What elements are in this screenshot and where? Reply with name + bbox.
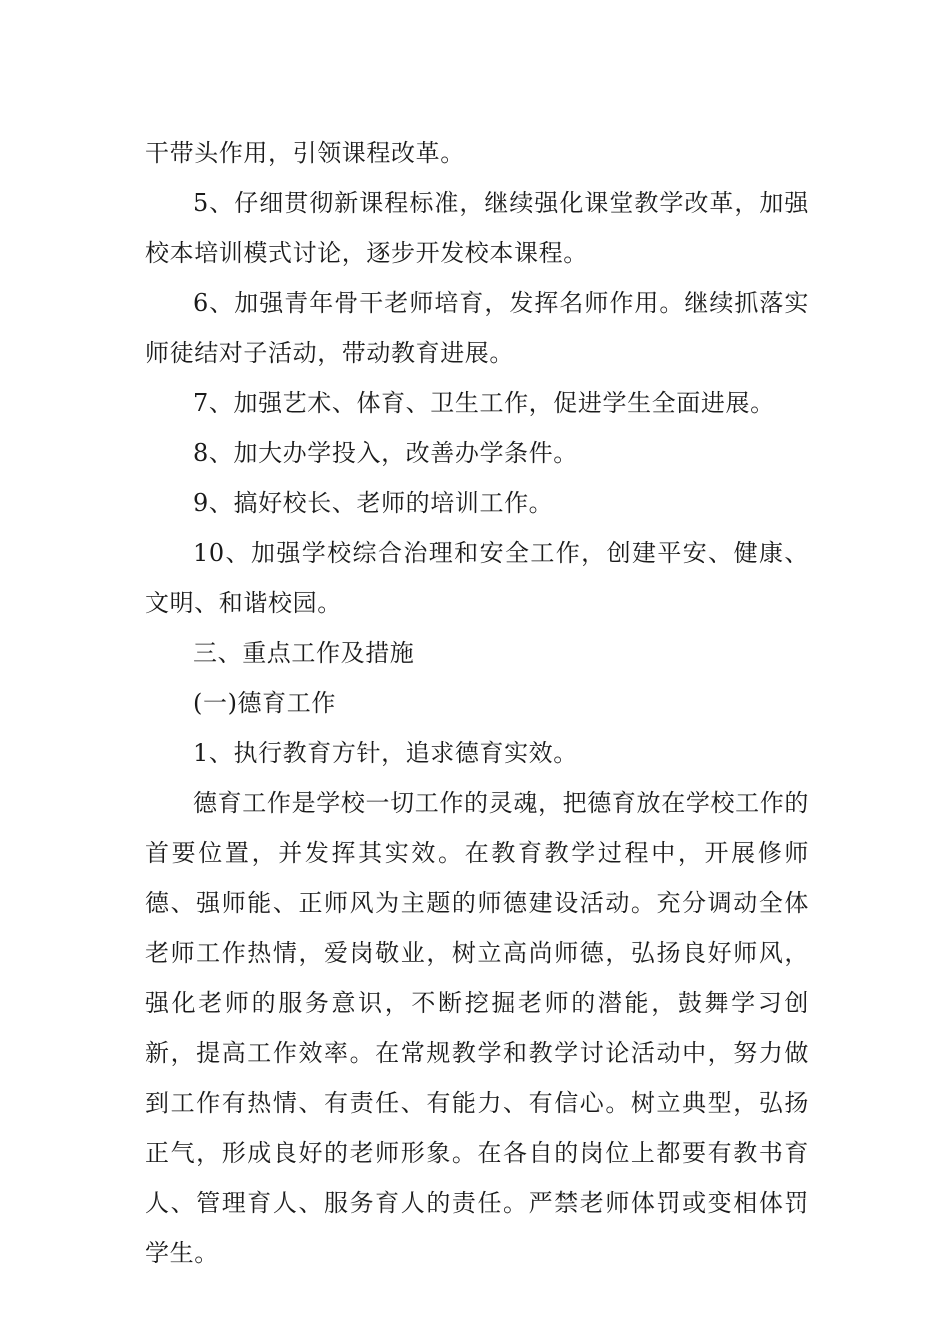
paragraph-item-5: 5、仔细贯彻新课程标准，继续强化课堂教学改革，加强校本培训模式讨论，逐步开发校本课程。 <box>145 189 809 267</box>
section-heading: 三、重点工作及措施 <box>193 639 415 667</box>
body-paragraph: 德育工作是学校一切工作的灵魂，把德育放在学校工作的首要位置，并发挥其实效。在教育教学过程中，开展修师德、强师能、正师风为主题的师德建设活动。充分调动全体老师工作热情，爱岗敬业，树立高尚师德，弘扬良好师风，强化老师的服务意识，不断挖掘老师的潜能，鼓舞学习创新，提高工作效率。在常规教学和教学讨论活动中，努力做到工作有热情、有责任、有能力、有信心。树立典型，弘扬正气，形成良好的老师形象。在各自的岗位上都要有教书育人、管理育人、服务育人的责任。严禁老师体罚或变相体罚学生。 <box>145 789 809 1267</box>
paragraph-item-10: 10、加强学校综合治理和安全工作，创建平安、健康、文明、和谐校园。 <box>145 539 809 617</box>
paragraph-item-7: 7、加强艺术、体育、卫生工作，促进学生全面进展。 <box>193 389 775 417</box>
paragraph-item-9: 9、搞好校长、老师的培训工作。 <box>193 489 554 517</box>
paragraph-continuation: 干带头作用，引领课程改革。 <box>145 139 465 167</box>
subsection-heading: (一)德育工作 <box>193 689 336 717</box>
paragraph-item-8: 8、加大办学投入，改善办学条件。 <box>193 439 578 467</box>
paragraph-item-6: 6、加强青年骨干老师培育，发挥名师作用。继续抓落实师徒结对子活动，带动教育进展。 <box>145 289 809 367</box>
document-body <box>145 128 809 1278</box>
subsection-item-1: 1、执行教育方针，追求德育实效。 <box>193 739 578 767</box>
